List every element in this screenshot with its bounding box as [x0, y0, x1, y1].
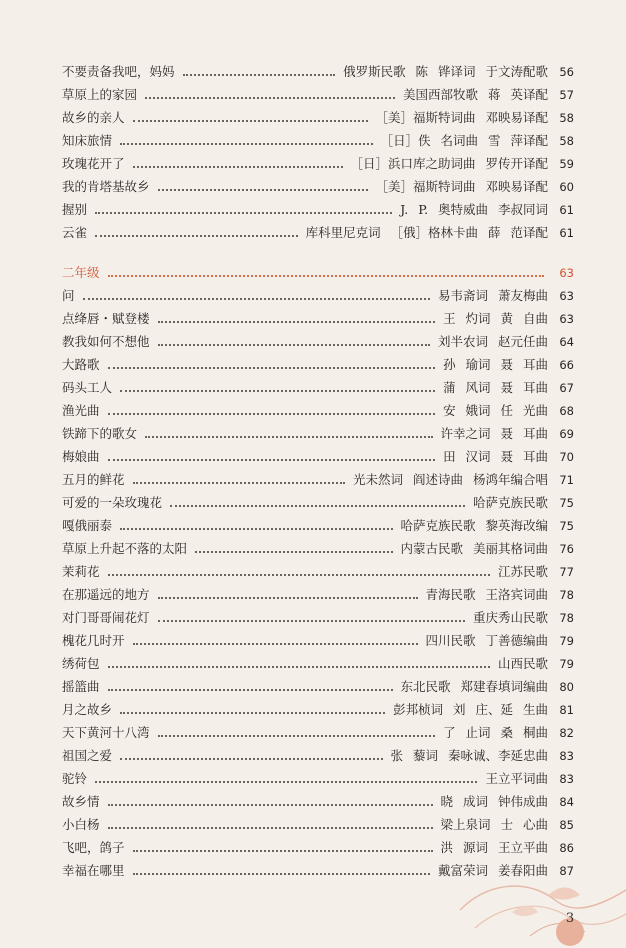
toc-entry[interactable]: [62, 721, 574, 744]
entry-credit: 青海民歌 王洛宾词曲: [425, 586, 548, 602]
entry-title: 嘎俄丽泰: [62, 517, 113, 533]
dot-leader: [133, 119, 368, 122]
toc-entry[interactable]: [62, 330, 574, 353]
entry-page: 78: [559, 610, 574, 625]
entry-title: 码头工人: [62, 379, 113, 395]
entry-credit: 张 藜词 秦咏诚、李延忠曲: [390, 747, 548, 763]
toc-entry[interactable]: [62, 468, 574, 491]
toc-entry[interactable]: [62, 83, 574, 106]
toc-group-grade-2: [62, 284, 574, 882]
toc-entry[interactable]: [62, 376, 574, 399]
toc-entry[interactable]: [62, 422, 574, 445]
toc-entry[interactable]: [62, 537, 574, 560]
dot-leader: [145, 96, 395, 99]
entry-credit: 梁上泉词 士 心曲: [440, 816, 548, 832]
entry-title: 玫瑰花开了: [62, 155, 125, 171]
entry-title: 祖国之爱: [62, 747, 113, 763]
entry-page: 61: [559, 225, 574, 240]
entry-page: 75: [559, 518, 574, 533]
entry-credit: 俄罗斯民歌 陈 铧译词 于文涛配歌: [343, 63, 548, 79]
entry-credit: 山西民歌: [497, 655, 548, 671]
entry-page: 71: [559, 472, 574, 487]
toc-entry[interactable]: [62, 129, 574, 152]
toc-entry[interactable]: [62, 399, 574, 422]
dot-leader: [108, 458, 436, 461]
entry-credit: ［日］佚 名词曲 雪 萍译配: [380, 132, 548, 148]
entry-title: 云雀: [62, 224, 88, 240]
entry-credit: 四川民歌 丁善德编曲: [425, 632, 548, 648]
toc-entry[interactable]: [62, 675, 574, 698]
dot-leader: [133, 481, 346, 484]
entry-page: 87: [559, 863, 574, 878]
dot-leader: [95, 234, 298, 237]
entry-page: 64: [559, 334, 574, 349]
entry-page: 68: [559, 403, 574, 418]
toc-entry[interactable]: [62, 106, 574, 129]
dot-leader: [120, 527, 393, 530]
toc-entry[interactable]: [62, 767, 574, 790]
dot-leader: [133, 849, 433, 852]
entry-title: 对门哥哥闹花灯: [62, 609, 150, 625]
section-title: 二年级: [62, 264, 100, 280]
dot-leader: [108, 665, 490, 668]
dot-leader: [158, 619, 465, 622]
entry-page: 69: [559, 426, 574, 441]
entry-page: 66: [559, 357, 574, 372]
entry-page: 85: [559, 817, 574, 832]
entry-credit: 刘半农词 赵元任曲: [438, 333, 548, 349]
toc-entry[interactable]: [62, 175, 574, 198]
entry-title: 我的肯塔基故乡: [62, 178, 150, 194]
toc-group-grade-1: [62, 60, 574, 244]
toc-entry[interactable]: [62, 813, 574, 836]
dot-leader: [108, 826, 433, 829]
dot-leader: [170, 504, 465, 507]
dot-leader: [83, 297, 431, 300]
entry-title: 握别: [62, 201, 88, 217]
dot-leader: [108, 366, 436, 369]
entry-page: 76: [559, 541, 574, 556]
entry-page: 79: [559, 656, 574, 671]
entry-credit: 戴富荣词 姜春阳曲: [438, 862, 548, 878]
toc-entry[interactable]: [62, 606, 574, 629]
entry-page: 60: [559, 179, 574, 194]
entry-credit: 蒲 风词 聂 耳曲: [443, 379, 548, 395]
toc-entry[interactable]: [62, 198, 574, 221]
entry-page: 63: [559, 311, 574, 326]
dot-leader: [145, 435, 433, 438]
entry-title: 故乡的亲人: [62, 109, 125, 125]
entry-title: 月之故乡: [62, 701, 113, 717]
toc-entry[interactable]: [62, 652, 574, 675]
entry-title: 绣荷包: [62, 655, 100, 671]
dot-leader: [120, 711, 385, 714]
entry-title: 天下黄河十八湾: [62, 724, 150, 740]
toc-entry[interactable]: [62, 698, 574, 721]
entry-credit: 许幸之词 聂 耳曲: [440, 425, 548, 441]
entry-title: 草原上的家园: [62, 86, 138, 102]
entry-title: 在那遥远的地方: [62, 586, 150, 602]
entry-credit: 易韦斋词 萧友梅曲: [438, 287, 548, 303]
entry-credit: 了 止词 桑 桐曲: [443, 724, 548, 740]
dot-leader: [95, 780, 477, 783]
toc-entry[interactable]: [62, 560, 574, 583]
dot-leader: [158, 596, 418, 599]
entry-page: 67: [559, 380, 574, 395]
entry-page: 57: [559, 87, 574, 102]
entry-credit: 美国西部牧歌 蒋 英译配: [403, 86, 548, 102]
entry-page: 84: [559, 794, 574, 809]
dot-leader: [120, 142, 373, 145]
entry-page: 58: [559, 110, 574, 125]
entry-credit: 哈萨克族民歌 黎英海改编: [400, 517, 548, 533]
dot-leader: [108, 573, 490, 576]
entry-credit: 光未然词 阎述诗曲 杨鸿年编合唱: [353, 471, 548, 487]
entry-page: 86: [559, 840, 574, 855]
entry-title: 小白杨: [62, 816, 100, 832]
entry-title: 幸福在哪里: [62, 862, 125, 878]
toc-entry[interactable]: [62, 284, 574, 307]
entry-credit: 彭邦桢词 刘 庄、延 生曲: [393, 701, 548, 717]
toc-entry[interactable]: [62, 60, 574, 83]
entry-title: 草原上升起不落的太阳: [62, 540, 188, 556]
entry-credit: 江苏民歌: [497, 563, 548, 579]
entry-title: 点绛唇・赋登楼: [62, 310, 150, 326]
entry-page: 79: [559, 633, 574, 648]
dot-leader: [195, 550, 393, 553]
entry-page: 80: [559, 679, 574, 694]
entry-title: 教我如何不想他: [62, 333, 150, 349]
entry-credit: 王立平词曲: [485, 770, 548, 786]
dot-leader: [183, 73, 336, 76]
dot-leader: [133, 165, 343, 168]
entry-credit: ［美］福斯特词曲 邓映易译配: [375, 109, 548, 125]
entry-credit: 内蒙古民歌 美丽其格词曲: [400, 540, 548, 556]
toc-entry[interactable]: [62, 307, 574, 330]
entry-page: 70: [559, 449, 574, 464]
corner-flourish-icon: [420, 840, 626, 948]
dot-leader: [158, 320, 436, 323]
toc-entry[interactable]: [62, 744, 574, 767]
dot-leader: [108, 412, 436, 415]
entry-title: 槐花几时开: [62, 632, 125, 648]
dot-leader: [158, 188, 368, 191]
entry-title: 五月的鲜花: [62, 471, 125, 487]
entry-title: 知床旅情: [62, 132, 113, 148]
toc-entry[interactable]: [62, 583, 574, 606]
entry-page: 83: [559, 748, 574, 763]
section-page: 63: [559, 265, 574, 280]
toc-entry[interactable]: [62, 491, 574, 514]
entry-credit: J. P. 奥特威曲 李叔同词: [400, 201, 548, 217]
entry-page: 63: [559, 288, 574, 303]
dot-leader: [158, 734, 436, 737]
entry-page: 58: [559, 133, 574, 148]
dot-leader: [95, 211, 392, 214]
dot-leader: [108, 274, 544, 277]
entry-title: 铁蹄下的歌女: [62, 425, 138, 441]
entry-page: 77: [559, 564, 574, 579]
entry-title: 茉莉花: [62, 563, 100, 579]
entry-title: 梅娘曲: [62, 448, 100, 464]
entry-title: 不要责备我吧，妈妈: [62, 63, 175, 79]
entry-title: 飞吧，鸽子: [62, 839, 125, 855]
dot-leader: [133, 642, 418, 645]
dot-leader: [108, 803, 433, 806]
entry-page: 59: [559, 156, 574, 171]
entry-title: 故乡情: [62, 793, 100, 809]
entry-title: 可爱的一朵玫瑰花: [62, 494, 163, 510]
toc-entry[interactable]: [62, 353, 574, 376]
entry-credit: 东北民歌 郑建春填词编曲: [400, 678, 548, 694]
toc-entry[interactable]: [62, 152, 574, 175]
toc-entry[interactable]: [62, 790, 574, 813]
dot-leader: [133, 872, 431, 875]
entry-credit: ［美］福斯特词曲 邓映易译配: [375, 178, 548, 194]
entry-credit: 王 灼词 黄 自曲: [443, 310, 548, 326]
toc-entry[interactable]: [62, 445, 574, 468]
toc-entry[interactable]: [62, 221, 574, 244]
entry-credit: 安 娥词 任 光曲: [443, 402, 548, 418]
entry-page: 56: [559, 64, 574, 79]
entry-title: 摇篮曲: [62, 678, 100, 694]
entry-credit: ［日］浜口库之助词曲 罗传开译配: [350, 155, 548, 171]
section-gap: [62, 244, 574, 261]
dot-leader: [158, 343, 431, 346]
entry-credit: 晓 成词 钟伟成曲: [440, 793, 548, 809]
entry-page: 81: [559, 702, 574, 717]
entry-title: 大路歌: [62, 356, 100, 372]
entry-title: 驼铃: [62, 770, 88, 786]
entry-credit: 田 汉词 聂 耳曲: [443, 448, 548, 464]
section-heading-row[interactable]: [62, 261, 574, 284]
entry-credit: 重庆秀山民歌: [472, 609, 548, 625]
page-number: 3: [565, 911, 575, 926]
entry-page: 61: [559, 202, 574, 217]
entry-page: 83: [559, 771, 574, 786]
entry-page: 75: [559, 495, 574, 510]
table-of-contents: [62, 60, 574, 882]
entry-title: 渔光曲: [62, 402, 100, 418]
dot-leader: [108, 688, 393, 691]
entry-credit: 哈萨克族民歌: [472, 494, 548, 510]
entry-credit: 库科里尼克词 ［俄］格林卡曲 薛 范译配: [305, 224, 548, 240]
entry-credit: 孙 瑜词 聂 耳曲: [443, 356, 548, 372]
entry-page: 78: [559, 587, 574, 602]
dot-leader: [120, 389, 435, 392]
toc-entry[interactable]: [62, 514, 574, 537]
entry-credit: 洪 源词 王立平曲: [440, 839, 548, 855]
entry-page: 82: [559, 725, 574, 740]
toc-entry[interactable]: [62, 629, 574, 652]
dot-leader: [120, 757, 383, 760]
entry-title: 问: [62, 287, 75, 303]
